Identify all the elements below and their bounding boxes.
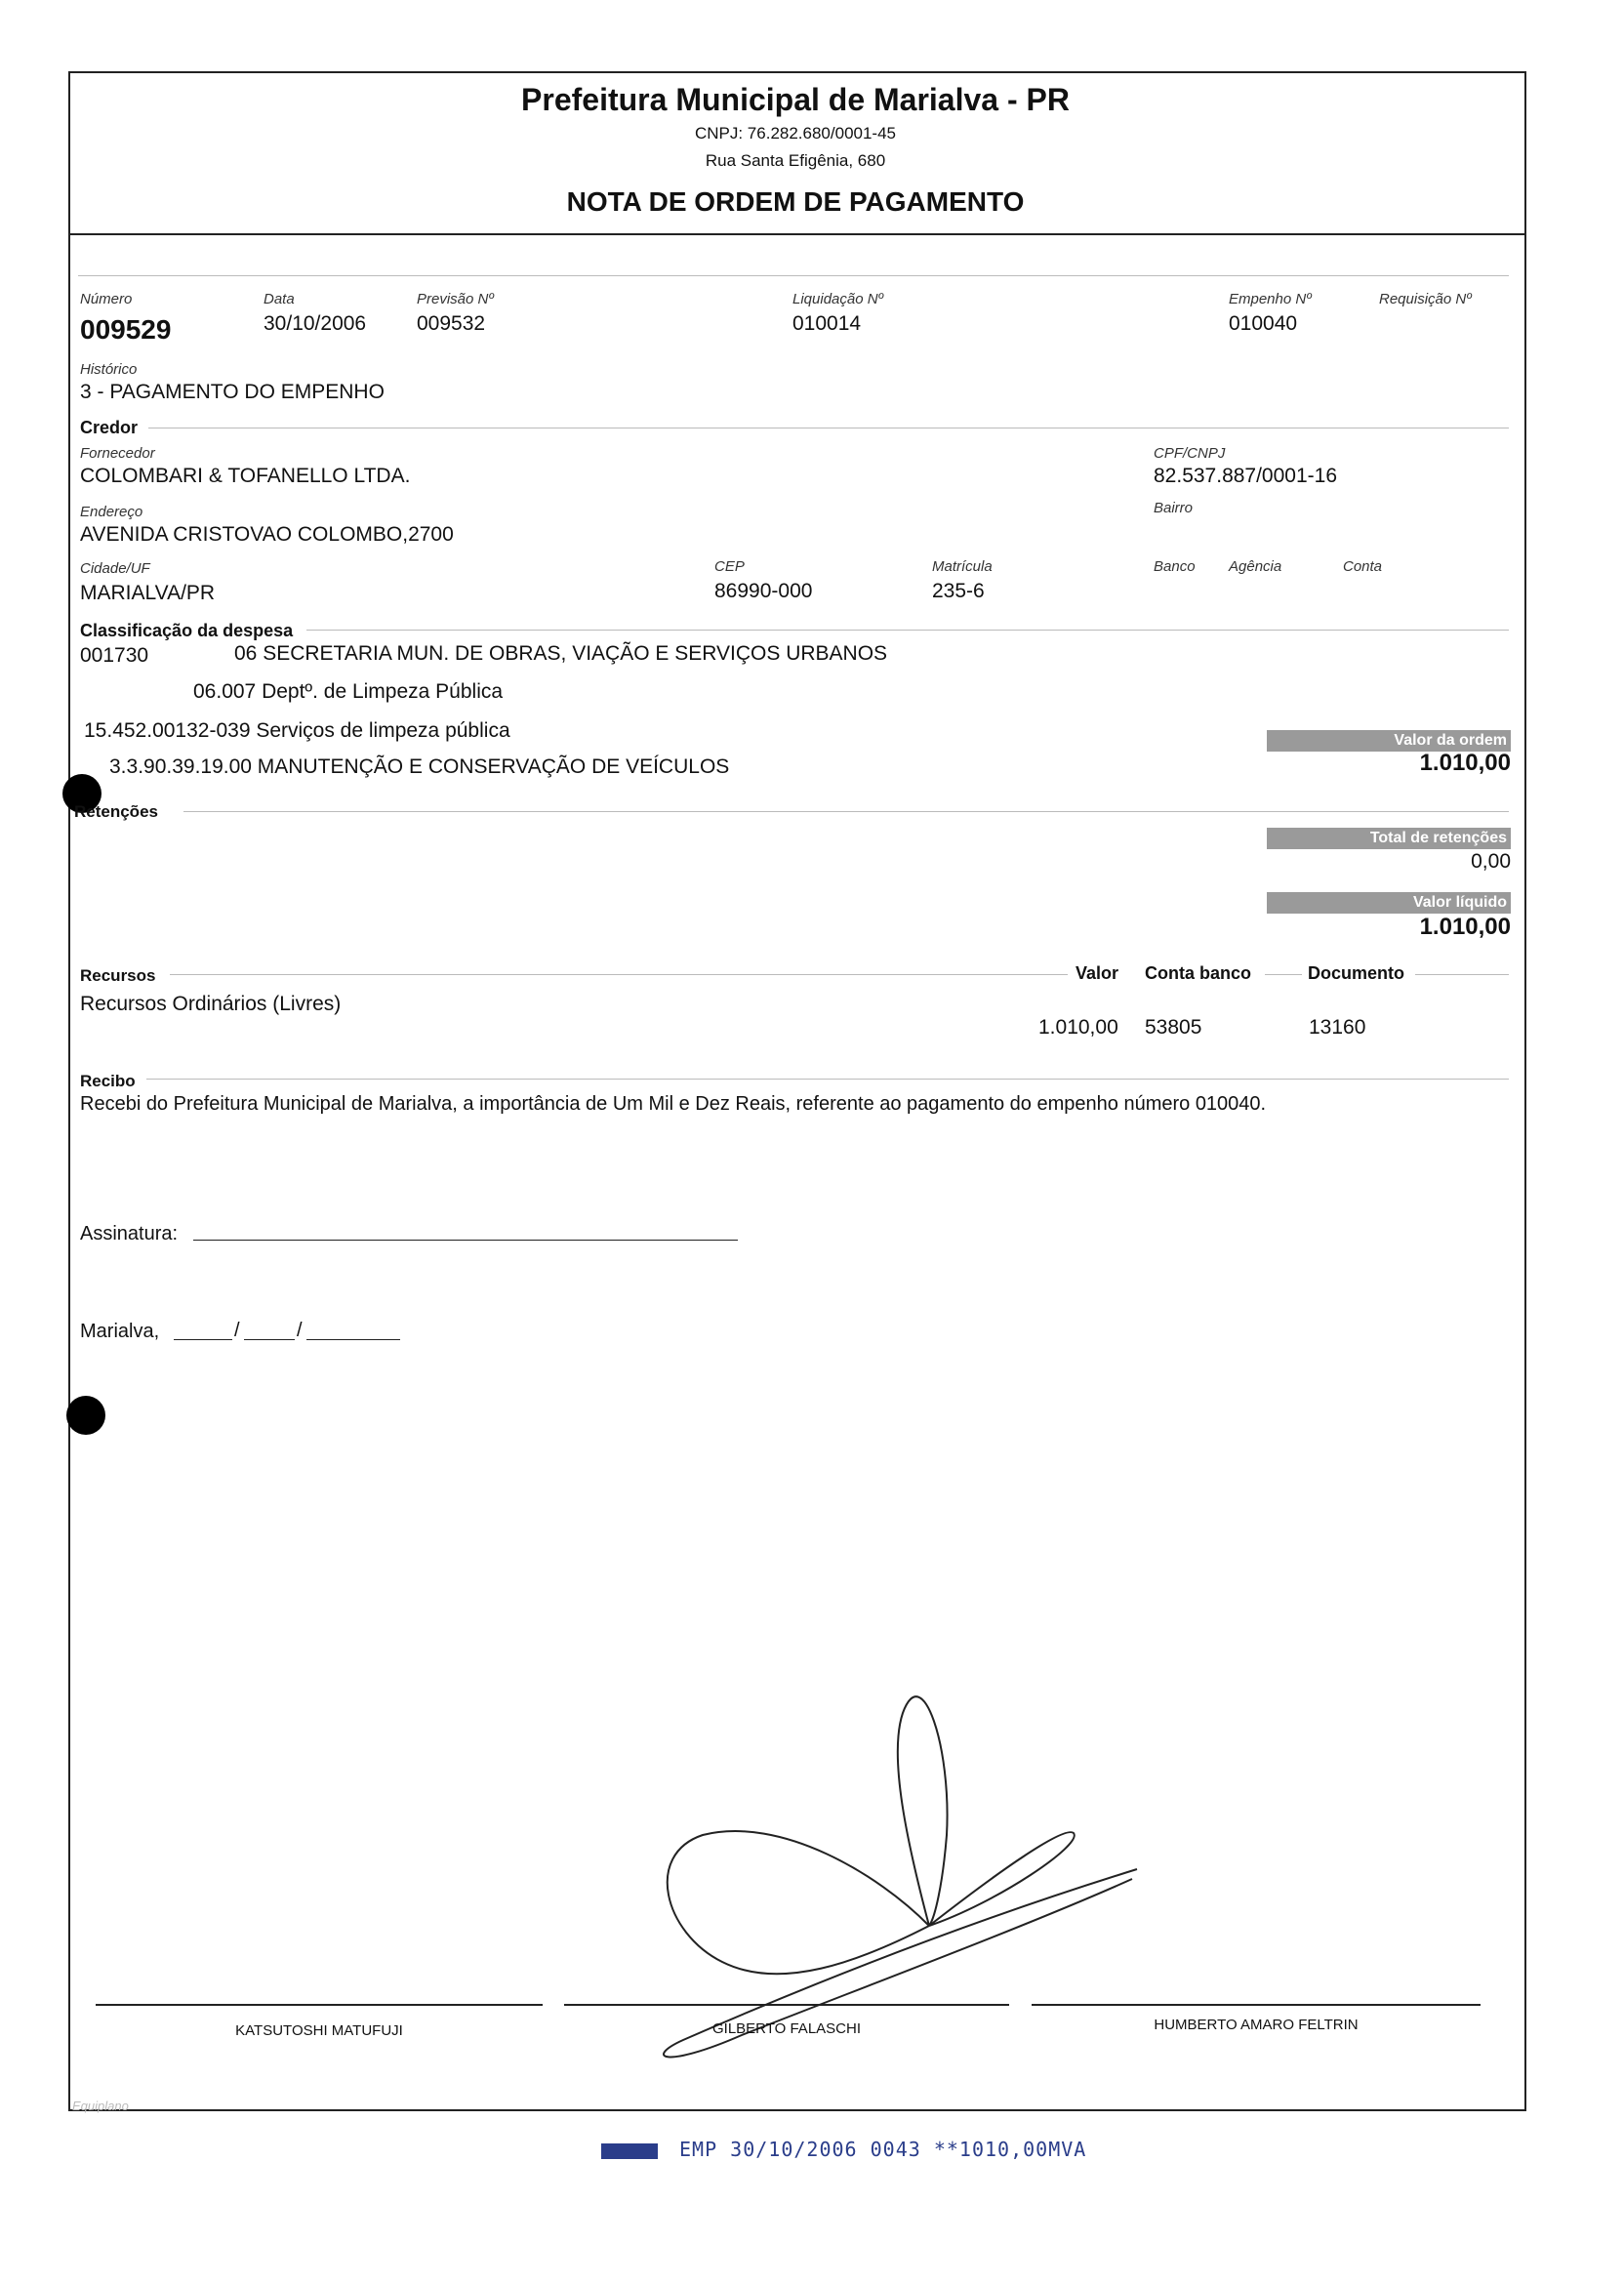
cnpj-text: CNPJ: 76.282.680/0001-45 — [694, 124, 897, 143]
signature-line-1 — [96, 2004, 543, 2006]
recursos-item: Recursos Ordinários (Livres) — [80, 993, 342, 1015]
signatory-2: GILBERTO FALASCHI — [712, 2020, 861, 2037]
endereco-value: AVENIDA CRISTOVAO COLOMBO,2700 — [80, 523, 454, 546]
conta-label: Conta — [1343, 558, 1383, 575]
signatory-3: HUMBERTO AMARO FELTRIN — [1154, 2017, 1359, 2033]
cpf-label: CPF/CNPJ — [1154, 445, 1226, 462]
historico-label: Histórico — [80, 361, 138, 378]
banco-label: Banco — [1154, 558, 1196, 575]
recursos-valor-label: Valor — [1076, 963, 1119, 983]
classificacao-code: 001730 — [80, 644, 149, 667]
date-slash-1: / — [234, 1320, 240, 1341]
data-value: 30/10/2006 — [264, 312, 367, 335]
recibo-section: Recibo — [80, 1072, 136, 1090]
data-label: Data — [264, 291, 295, 307]
signatory-1: KATSUTOSHI MATUFUJI — [235, 2022, 403, 2039]
requisicao-label: Requisição Nº — [1379, 291, 1472, 307]
payment-stamp: EMP 30/10/2006 0043 **1010,00MVA — [679, 2138, 1087, 2161]
cidade-label: Cidade/UF — [80, 560, 150, 577]
classificacao-section: Classificação da despesa — [80, 621, 294, 640]
valor-liquido-value: 1.010,00 — [1419, 914, 1511, 940]
historico-value: 3 - PAGAMENTO DO EMPENHO — [80, 381, 385, 403]
recibo-text: Recebi do Prefeitura Municipal de Marialva, a importância de Um Mil e Dez Reais, referente ao pagamento do empenho número 010040. — [80, 1093, 1267, 1115]
credor-section: Credor — [80, 418, 139, 437]
fornecedor-value: COLOMBARI & TOFANELLO LTDA. — [80, 465, 411, 487]
recursos-valor: 1.010,00 — [1038, 1016, 1118, 1039]
cep-label: CEP — [714, 558, 745, 575]
recursos-documento: 13160 — [1309, 1016, 1366, 1039]
recursos-conta: 53805 — [1145, 1016, 1202, 1039]
classificacao-line3: 15.452.00132-039 Serviços de limpeza pública — [84, 719, 510, 742]
bairro-label: Bairro — [1154, 500, 1194, 516]
empenho-label: Empenho Nº — [1229, 291, 1312, 307]
endereco-label: Endereço — [80, 504, 143, 520]
fornecedor-label: Fornecedor — [80, 445, 155, 462]
document-title: NOTA DE ORDEM DE PAGAMENTO — [566, 186, 1025, 217]
recursos-documento-label: Documento — [1308, 963, 1404, 983]
agencia-label: Agência — [1229, 558, 1282, 575]
recursos-conta-label: Conta banco — [1145, 963, 1252, 983]
cep-value: 86990-000 — [714, 580, 813, 602]
previsao-value: 009532 — [417, 312, 486, 335]
liquidacao-label: Liquidação Nº — [792, 291, 884, 307]
total-retencoes-label: Total de retenções — [1267, 828, 1511, 849]
assinatura-label: Assinatura: — [80, 1223, 179, 1244]
empenho-value: 010040 — [1229, 312, 1298, 335]
recursos-section: Recursos — [80, 966, 156, 985]
classificacao-line2: 06.007 Deptº. de Limpeza Pública — [193, 680, 504, 703]
cidade-value: MARIALVA/PR — [80, 582, 216, 604]
cpf-value: 82.537.887/0001-16 — [1154, 465, 1338, 487]
valor-ordem-value: 1.010,00 — [1419, 750, 1511, 776]
signature-line-3 — [1032, 2004, 1481, 2006]
municipality-title: Prefeitura Municipal de Marialva - PR — [521, 82, 1070, 117]
numero-value: 009529 — [80, 314, 172, 345]
retencoes-section: Retenções — [74, 802, 158, 821]
address-text: Rua Santa Efigênia, 680 — [705, 151, 886, 170]
classificacao-line4: 3.3.90.39.19.00 MANUTENÇÃO E CONSERVAÇÃO DE VEÍCULOS — [109, 755, 730, 778]
total-retencoes-value: 0,00 — [1471, 850, 1511, 873]
valor-ordem-label: Valor da ordem — [1267, 730, 1511, 752]
valor-liquido-label: Valor líquido — [1267, 892, 1511, 914]
local-label: Marialva, — [80, 1321, 160, 1342]
signature-line-2 — [564, 2004, 1009, 2006]
matricula-label: Matrícula — [932, 558, 993, 575]
software-credit: Equiplano — [72, 2099, 129, 2113]
classificacao-line1: 06 SECRETARIA MUN. DE OBRAS, VIAÇÃO E SERVIÇOS URBANOS — [234, 642, 888, 665]
liquidacao-value: 010014 — [792, 312, 862, 335]
previsao-label: Previsão Nº — [417, 291, 494, 307]
date-slash-2: / — [297, 1320, 303, 1341]
stamp-mark — [601, 2143, 658, 2159]
matricula-value: 235-6 — [932, 580, 985, 602]
numero-label: Número — [80, 291, 133, 307]
